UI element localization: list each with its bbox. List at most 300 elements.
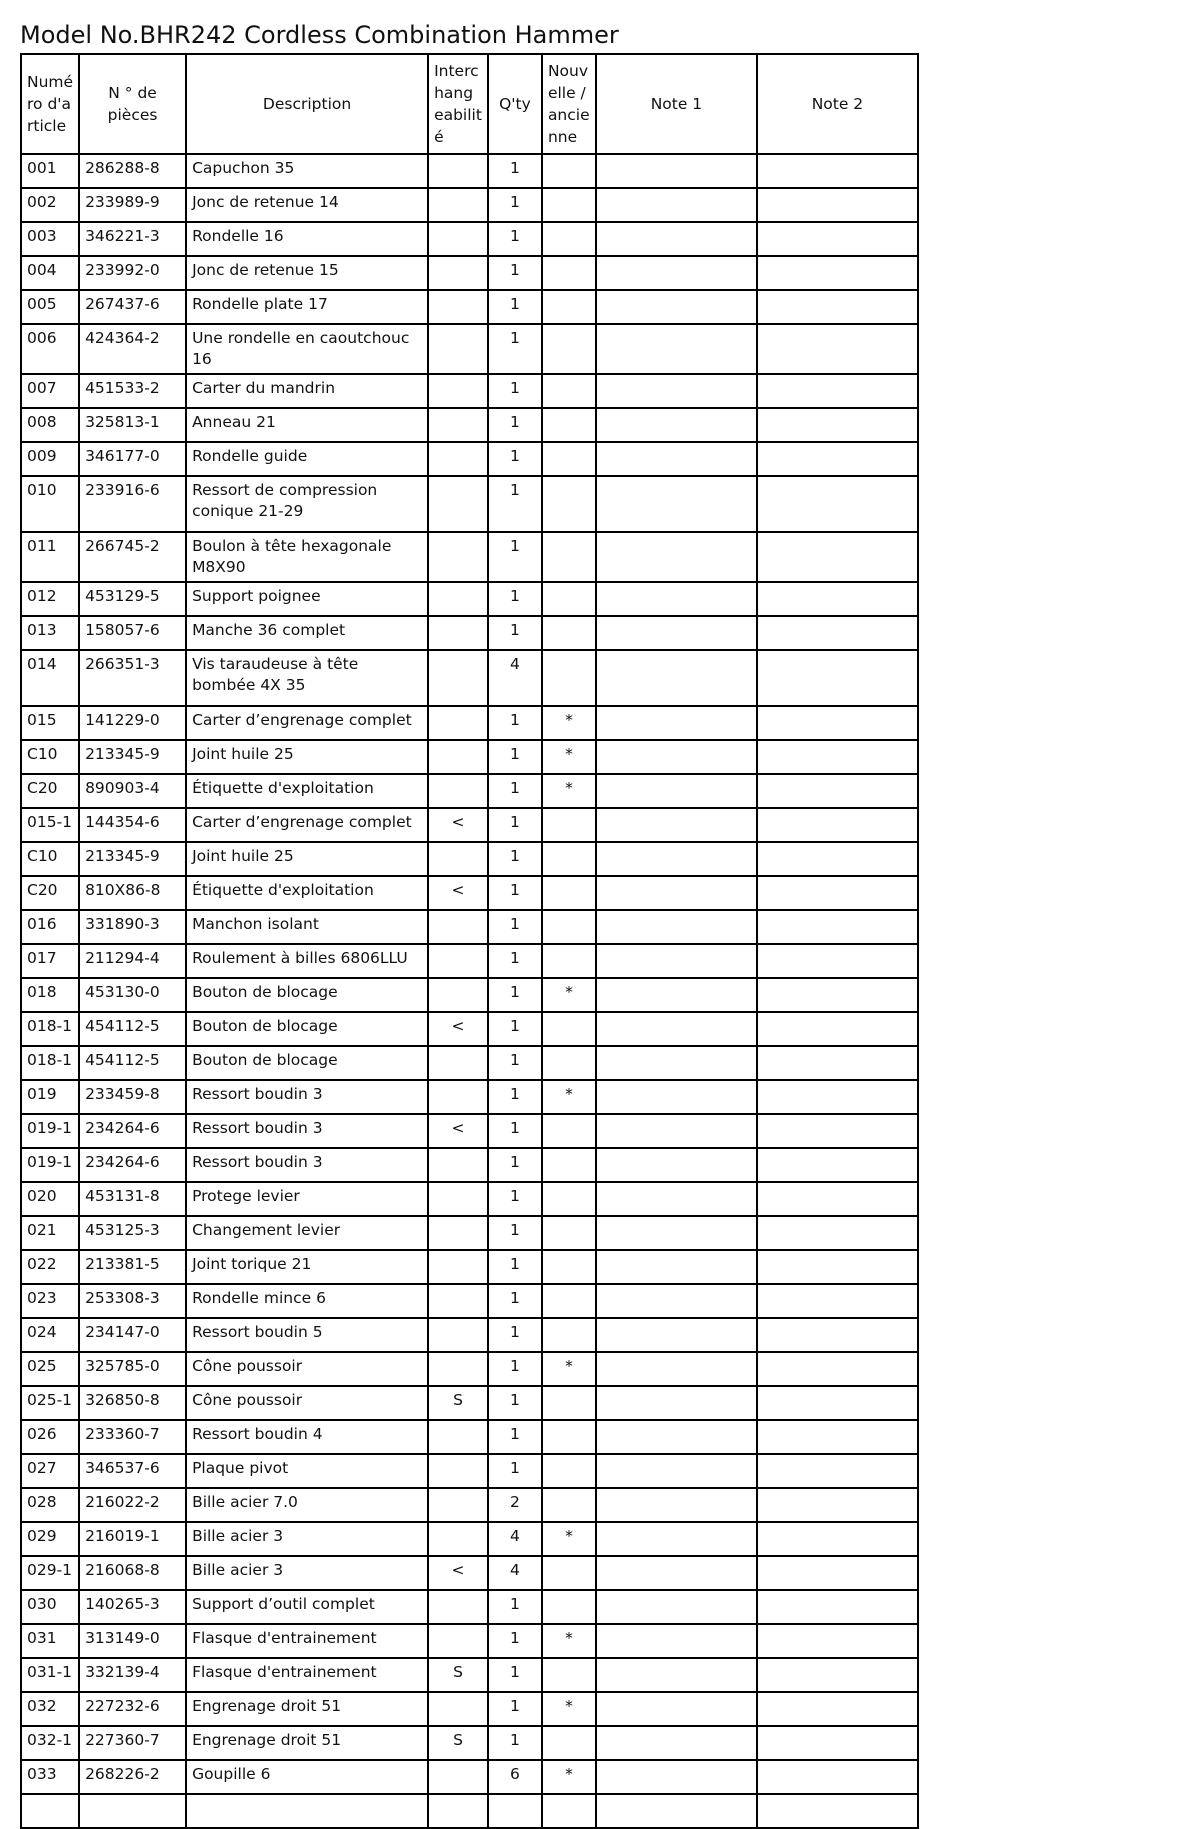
cell-quantity: 1 bbox=[488, 1318, 542, 1352]
cell-note-1 bbox=[596, 1794, 757, 1828]
cell-part-number: 253308-3 bbox=[79, 1284, 186, 1318]
cell-new-old: * bbox=[542, 1624, 596, 1658]
cell-item-number: 028 bbox=[21, 1488, 79, 1522]
cell-new-old bbox=[542, 324, 596, 374]
cell-note-1 bbox=[596, 910, 757, 944]
cell-note-1 bbox=[596, 1284, 757, 1318]
cell-new-old: * bbox=[542, 1080, 596, 1114]
table-row bbox=[21, 1692, 918, 1726]
cell-note-2 bbox=[757, 1386, 918, 1420]
cell-interchangeability bbox=[428, 842, 488, 876]
cell-part-number: 211294-4 bbox=[79, 944, 186, 978]
table-row bbox=[21, 374, 918, 408]
table-row bbox=[21, 1012, 918, 1046]
cell-part-number: 233989-9 bbox=[79, 188, 186, 222]
cell-item-number: 018-1 bbox=[21, 1012, 79, 1046]
cell-item-number: 015 bbox=[21, 706, 79, 740]
table-row bbox=[21, 1216, 918, 1250]
cell-interchangeability bbox=[428, 1454, 488, 1488]
cell-item-number: 016 bbox=[21, 910, 79, 944]
cell-description: Capuchon 35 bbox=[186, 154, 428, 188]
cell-quantity: 1 bbox=[488, 1080, 542, 1114]
table-row bbox=[21, 1726, 918, 1760]
cell-part-number: 451533-2 bbox=[79, 374, 186, 408]
cell-item-number: C10 bbox=[21, 842, 79, 876]
cell-new-old bbox=[542, 842, 596, 876]
cell-item-number: 013 bbox=[21, 616, 79, 650]
cell-note-2 bbox=[757, 1046, 918, 1080]
cell-part-number: 158057-6 bbox=[79, 616, 186, 650]
cell-quantity: 1 bbox=[488, 154, 542, 188]
cell-new-old bbox=[542, 1454, 596, 1488]
cell-new-old bbox=[542, 256, 596, 290]
header-description: Description bbox=[186, 54, 428, 154]
cell-new-old bbox=[542, 1590, 596, 1624]
cell-quantity: 1 bbox=[488, 1658, 542, 1692]
cell-description: Vis taraudeuse à tête bombée 4X 35 bbox=[186, 650, 428, 706]
cell-note-1 bbox=[596, 1454, 757, 1488]
cell-item-number: 001 bbox=[21, 154, 79, 188]
cell-note-2 bbox=[757, 188, 918, 222]
table-row bbox=[21, 1386, 918, 1420]
cell-part-number: 234264-6 bbox=[79, 1114, 186, 1148]
cell-quantity: 1 bbox=[488, 1250, 542, 1284]
cell-description: Changement levier bbox=[186, 1216, 428, 1250]
cell-part-number: 313149-0 bbox=[79, 1624, 186, 1658]
cell-note-1 bbox=[596, 532, 757, 582]
cell-note-2 bbox=[757, 706, 918, 740]
cell-interchangeability bbox=[428, 1488, 488, 1522]
cell-quantity: 1 bbox=[488, 582, 542, 616]
cell-quantity: 1 bbox=[488, 876, 542, 910]
cell-interchangeability bbox=[428, 1624, 488, 1658]
table-row bbox=[21, 256, 918, 290]
cell-note-2 bbox=[757, 1420, 918, 1454]
table-row bbox=[21, 1454, 918, 1488]
cell-description: Jonc de retenue 15 bbox=[186, 256, 428, 290]
cell-note-2 bbox=[757, 1250, 918, 1284]
cell-item-number: 010 bbox=[21, 476, 79, 532]
cell-description bbox=[186, 1794, 428, 1828]
table-row bbox=[21, 876, 918, 910]
cell-part-number: 453131-8 bbox=[79, 1182, 186, 1216]
cell-note-2 bbox=[757, 740, 918, 774]
cell-note-2 bbox=[757, 1012, 918, 1046]
cell-description: Cône poussoir bbox=[186, 1352, 428, 1386]
cell-part-number: 233459-8 bbox=[79, 1080, 186, 1114]
cell-note-1 bbox=[596, 1522, 757, 1556]
cell-quantity: 1 bbox=[488, 740, 542, 774]
cell-interchangeability bbox=[428, 1760, 488, 1794]
cell-note-1 bbox=[596, 256, 757, 290]
cell-note-2 bbox=[757, 1182, 918, 1216]
cell-note-2 bbox=[757, 1080, 918, 1114]
cell-quantity: 6 bbox=[488, 1760, 542, 1794]
cell-interchangeability bbox=[428, 910, 488, 944]
cell-note-1 bbox=[596, 324, 757, 374]
cell-note-1 bbox=[596, 222, 757, 256]
cell-new-old bbox=[542, 154, 596, 188]
cell-description: Bouton de blocage bbox=[186, 1046, 428, 1080]
cell-quantity: 1 bbox=[488, 1012, 542, 1046]
table-row bbox=[21, 1760, 918, 1794]
cell-note-1 bbox=[596, 188, 757, 222]
cell-quantity: 1 bbox=[488, 1352, 542, 1386]
cell-new-old bbox=[542, 374, 596, 408]
cell-item-number: 029-1 bbox=[21, 1556, 79, 1590]
cell-description: Bille acier 3 bbox=[186, 1522, 428, 1556]
cell-quantity: 1 bbox=[488, 222, 542, 256]
cell-note-1 bbox=[596, 1590, 757, 1624]
cell-part-number: 268226-2 bbox=[79, 1760, 186, 1794]
cell-quantity: 1 bbox=[488, 188, 542, 222]
cell-note-2 bbox=[757, 1556, 918, 1590]
cell-item-number: 012 bbox=[21, 582, 79, 616]
cell-quantity: 1 bbox=[488, 616, 542, 650]
cell-part-number: 325813-1 bbox=[79, 408, 186, 442]
cell-item-number: 033 bbox=[21, 1760, 79, 1794]
cell-interchangeability bbox=[428, 290, 488, 324]
cell-description: Roulement à billes 6806LLU bbox=[186, 944, 428, 978]
cell-note-2 bbox=[757, 1794, 918, 1828]
cell-item-number: 027 bbox=[21, 1454, 79, 1488]
cell-new-old bbox=[542, 616, 596, 650]
cell-new-old bbox=[542, 1046, 596, 1080]
cell-note-1 bbox=[596, 154, 757, 188]
table-row bbox=[21, 582, 918, 616]
cell-part-number: 454112-5 bbox=[79, 1046, 186, 1080]
cell-item-number: 006 bbox=[21, 324, 79, 374]
cell-note-1 bbox=[596, 1250, 757, 1284]
cell-note-1 bbox=[596, 978, 757, 1012]
cell-item-number: 008 bbox=[21, 408, 79, 442]
table-row bbox=[21, 842, 918, 876]
table-row bbox=[21, 1488, 918, 1522]
table-row bbox=[21, 1624, 918, 1658]
cell-new-old bbox=[542, 1794, 596, 1828]
cell-note-2 bbox=[757, 650, 918, 706]
cell-new-old bbox=[542, 408, 596, 442]
cell-new-old: * bbox=[542, 740, 596, 774]
cell-item-number: 030 bbox=[21, 1590, 79, 1624]
cell-note-1 bbox=[596, 1216, 757, 1250]
cell-item-number: 007 bbox=[21, 374, 79, 408]
table-row bbox=[21, 706, 918, 740]
cell-item-number: 024 bbox=[21, 1318, 79, 1352]
cell-quantity: 1 bbox=[488, 1420, 542, 1454]
table-row bbox=[21, 1556, 918, 1590]
cell-item-number: 002 bbox=[21, 188, 79, 222]
cell-interchangeability: S bbox=[428, 1386, 488, 1420]
cell-item-number: 025 bbox=[21, 1352, 79, 1386]
table-row bbox=[21, 616, 918, 650]
cell-part-number: 286288-8 bbox=[79, 154, 186, 188]
cell-quantity: 1 bbox=[488, 978, 542, 1012]
cell-new-old bbox=[542, 1114, 596, 1148]
cell-note-1 bbox=[596, 774, 757, 808]
cell-item-number: 014 bbox=[21, 650, 79, 706]
cell-note-2 bbox=[757, 978, 918, 1012]
cell-description: Jonc de retenue 14 bbox=[186, 188, 428, 222]
cell-new-old bbox=[542, 1488, 596, 1522]
cell-interchangeability bbox=[428, 616, 488, 650]
cell-item-number: C20 bbox=[21, 774, 79, 808]
table-row bbox=[21, 1182, 918, 1216]
cell-note-1 bbox=[596, 1624, 757, 1658]
cell-description: Carter d’engrenage complet bbox=[186, 706, 428, 740]
cell-quantity: 1 bbox=[488, 842, 542, 876]
cell-new-old bbox=[542, 1420, 596, 1454]
cell-new-old bbox=[542, 290, 596, 324]
cell-interchangeability bbox=[428, 442, 488, 476]
cell-new-old bbox=[542, 808, 596, 842]
header-new-old: Nouv elle / ancie nne bbox=[542, 54, 596, 154]
cell-item-number: 032-1 bbox=[21, 1726, 79, 1760]
table-row bbox=[21, 154, 918, 188]
cell-item-number: 004 bbox=[21, 256, 79, 290]
cell-description: Carter d’engrenage complet bbox=[186, 808, 428, 842]
table-row bbox=[21, 650, 918, 706]
cell-part-number: 213345-9 bbox=[79, 842, 186, 876]
cell-item-number: 023 bbox=[21, 1284, 79, 1318]
cell-description: Goupille 6 bbox=[186, 1760, 428, 1794]
header-quantity: Q'ty bbox=[488, 54, 542, 154]
cell-part-number: 267437-6 bbox=[79, 290, 186, 324]
cell-part-number: 326850-8 bbox=[79, 1386, 186, 1420]
cell-quantity: 1 bbox=[488, 442, 542, 476]
cell-part-number: 233916-6 bbox=[79, 476, 186, 532]
cell-quantity: 1 bbox=[488, 808, 542, 842]
cell-interchangeability bbox=[428, 1794, 488, 1828]
cell-quantity: 4 bbox=[488, 1522, 542, 1556]
cell-item-number: 011 bbox=[21, 532, 79, 582]
cell-interchangeability bbox=[428, 154, 488, 188]
cell-item-number: 031 bbox=[21, 1624, 79, 1658]
cell-note-1 bbox=[596, 706, 757, 740]
cell-part-number: 213345-9 bbox=[79, 740, 186, 774]
cell-note-2 bbox=[757, 842, 918, 876]
cell-interchangeability bbox=[428, 774, 488, 808]
cell-interchangeability bbox=[428, 1590, 488, 1624]
cell-new-old bbox=[542, 1318, 596, 1352]
cell-description: Protege levier bbox=[186, 1182, 428, 1216]
table-row bbox=[21, 1318, 918, 1352]
cell-item-number: 009 bbox=[21, 442, 79, 476]
cell-item-number: 031-1 bbox=[21, 1658, 79, 1692]
cell-description: Manchon isolant bbox=[186, 910, 428, 944]
cell-note-1 bbox=[596, 374, 757, 408]
table-row bbox=[21, 532, 918, 582]
cell-part-number: 331890-3 bbox=[79, 910, 186, 944]
cell-interchangeability bbox=[428, 256, 488, 290]
cell-description: Engrenage droit 51 bbox=[186, 1692, 428, 1726]
cell-quantity: 1 bbox=[488, 290, 542, 324]
cell-note-2 bbox=[757, 256, 918, 290]
cell-note-2 bbox=[757, 1216, 918, 1250]
cell-part-number: 216019-1 bbox=[79, 1522, 186, 1556]
cell-note-1 bbox=[596, 650, 757, 706]
cell-description: Ressort boudin 3 bbox=[186, 1148, 428, 1182]
cell-interchangeability bbox=[428, 1318, 488, 1352]
cell-part-number: 216022-2 bbox=[79, 1488, 186, 1522]
cell-description: Bille acier 7.0 bbox=[186, 1488, 428, 1522]
cell-part-number: 453130-0 bbox=[79, 978, 186, 1012]
cell-note-1 bbox=[596, 290, 757, 324]
cell-new-old bbox=[542, 650, 596, 706]
cell-interchangeability bbox=[428, 740, 488, 774]
cell-note-2 bbox=[757, 582, 918, 616]
cell-item-number: 018-1 bbox=[21, 1046, 79, 1080]
cell-note-2 bbox=[757, 324, 918, 374]
cell-note-1 bbox=[596, 808, 757, 842]
table-row bbox=[21, 324, 918, 374]
cell-note-2 bbox=[757, 774, 918, 808]
table-row bbox=[21, 1522, 918, 1556]
cell-new-old bbox=[542, 1726, 596, 1760]
cell-quantity: 1 bbox=[488, 1284, 542, 1318]
cell-item-number: 019 bbox=[21, 1080, 79, 1114]
cell-part-number: 346537-6 bbox=[79, 1454, 186, 1488]
cell-quantity: 1 bbox=[488, 1182, 542, 1216]
cell-note-1 bbox=[596, 442, 757, 476]
table-row bbox=[21, 978, 918, 1012]
header-interchangeability: Interc hang eabilit é bbox=[428, 54, 488, 154]
cell-item-number: 025-1 bbox=[21, 1386, 79, 1420]
cell-item-number: 017 bbox=[21, 944, 79, 978]
cell-interchangeability: < bbox=[428, 1012, 488, 1046]
table-row bbox=[21, 1352, 918, 1386]
cell-note-2 bbox=[757, 476, 918, 532]
cell-interchangeability: < bbox=[428, 876, 488, 910]
cell-note-2 bbox=[757, 1488, 918, 1522]
cell-quantity: 1 bbox=[488, 1454, 542, 1488]
header-row bbox=[21, 54, 918, 154]
cell-note-2 bbox=[757, 876, 918, 910]
cell-description: Ressort de compression conique 21-29 bbox=[186, 476, 428, 532]
cell-note-1 bbox=[596, 1352, 757, 1386]
cell-new-old: * bbox=[542, 978, 596, 1012]
cell-note-2 bbox=[757, 1454, 918, 1488]
cell-note-1 bbox=[596, 1760, 757, 1794]
cell-note-2 bbox=[757, 532, 918, 582]
table-row bbox=[21, 1794, 918, 1828]
table-row bbox=[21, 808, 918, 842]
cell-description: Ressort boudin 3 bbox=[186, 1080, 428, 1114]
cell-note-1 bbox=[596, 616, 757, 650]
cell-interchangeability: < bbox=[428, 808, 488, 842]
cell-interchangeability bbox=[428, 944, 488, 978]
table-row bbox=[21, 188, 918, 222]
cell-new-old bbox=[542, 944, 596, 978]
cell-note-2 bbox=[757, 1284, 918, 1318]
cell-part-number: 227360-7 bbox=[79, 1726, 186, 1760]
cell-part-number: 227232-6 bbox=[79, 1692, 186, 1726]
cell-interchangeability bbox=[428, 374, 488, 408]
cell-description: Plaque pivot bbox=[186, 1454, 428, 1488]
cell-quantity: 4 bbox=[488, 1556, 542, 1590]
table-row bbox=[21, 740, 918, 774]
cell-interchangeability bbox=[428, 1216, 488, 1250]
cell-part-number: 213381-5 bbox=[79, 1250, 186, 1284]
cell-note-1 bbox=[596, 944, 757, 978]
cell-note-1 bbox=[596, 582, 757, 616]
cell-item-number: 015-1 bbox=[21, 808, 79, 842]
cell-new-old bbox=[542, 1148, 596, 1182]
cell-quantity: 1 bbox=[488, 532, 542, 582]
cell-quantity: 1 bbox=[488, 706, 542, 740]
cell-note-2 bbox=[757, 374, 918, 408]
cell-part-number: 890903-4 bbox=[79, 774, 186, 808]
cell-description: Étiquette d'exploitation bbox=[186, 876, 428, 910]
cell-note-2 bbox=[757, 1590, 918, 1624]
cell-part-number: 325785-0 bbox=[79, 1352, 186, 1386]
cell-item-number: 020 bbox=[21, 1182, 79, 1216]
cell-note-1 bbox=[596, 876, 757, 910]
cell-description: Flasque d'entrainement bbox=[186, 1624, 428, 1658]
cell-quantity: 1 bbox=[488, 1148, 542, 1182]
cell-new-old bbox=[542, 1386, 596, 1420]
cell-note-2 bbox=[757, 408, 918, 442]
cell-new-old: * bbox=[542, 1760, 596, 1794]
cell-new-old: * bbox=[542, 1522, 596, 1556]
cell-quantity: 1 bbox=[488, 1114, 542, 1148]
cell-item-number: 019-1 bbox=[21, 1148, 79, 1182]
cell-part-number: 141229-0 bbox=[79, 706, 186, 740]
cell-note-2 bbox=[757, 290, 918, 324]
cell-interchangeability bbox=[428, 324, 488, 374]
cell-description: Joint huile 25 bbox=[186, 740, 428, 774]
cell-description: Bouton de blocage bbox=[186, 1012, 428, 1046]
cell-new-old bbox=[542, 1658, 596, 1692]
cell-new-old bbox=[542, 532, 596, 582]
cell-interchangeability bbox=[428, 582, 488, 616]
cell-new-old bbox=[542, 222, 596, 256]
cell-new-old bbox=[542, 910, 596, 944]
cell-description: Rondelle mince 6 bbox=[186, 1284, 428, 1318]
table-row bbox=[21, 944, 918, 978]
cell-interchangeability bbox=[428, 188, 488, 222]
cell-part-number: 424364-2 bbox=[79, 324, 186, 374]
cell-part-number: 234264-6 bbox=[79, 1148, 186, 1182]
cell-note-2 bbox=[757, 1658, 918, 1692]
cell-description: Carter du mandrin bbox=[186, 374, 428, 408]
cell-interchangeability bbox=[428, 978, 488, 1012]
cell-quantity: 1 bbox=[488, 256, 542, 290]
table-row bbox=[21, 1658, 918, 1692]
cell-interchangeability bbox=[428, 408, 488, 442]
cell-part-number: 266745-2 bbox=[79, 532, 186, 582]
cell-item-number: 026 bbox=[21, 1420, 79, 1454]
cell-new-old bbox=[542, 876, 596, 910]
table-row bbox=[21, 1420, 918, 1454]
cell-description: Étiquette d'exploitation bbox=[186, 774, 428, 808]
cell-note-2 bbox=[757, 1760, 918, 1794]
header-item-number: Numé ro d'a rticle bbox=[21, 54, 79, 154]
cell-note-1 bbox=[596, 1692, 757, 1726]
cell-quantity: 2 bbox=[488, 1488, 542, 1522]
cell-item-number bbox=[21, 1794, 79, 1828]
cell-interchangeability bbox=[428, 1420, 488, 1454]
cell-item-number: 029 bbox=[21, 1522, 79, 1556]
cell-note-2 bbox=[757, 1692, 918, 1726]
cell-interchangeability bbox=[428, 1352, 488, 1386]
cell-note-2 bbox=[757, 1148, 918, 1182]
cell-quantity: 1 bbox=[488, 408, 542, 442]
cell-note-2 bbox=[757, 808, 918, 842]
cell-note-1 bbox=[596, 476, 757, 532]
table-row bbox=[21, 1080, 918, 1114]
header-part-number: N ° de pièces bbox=[79, 54, 186, 154]
